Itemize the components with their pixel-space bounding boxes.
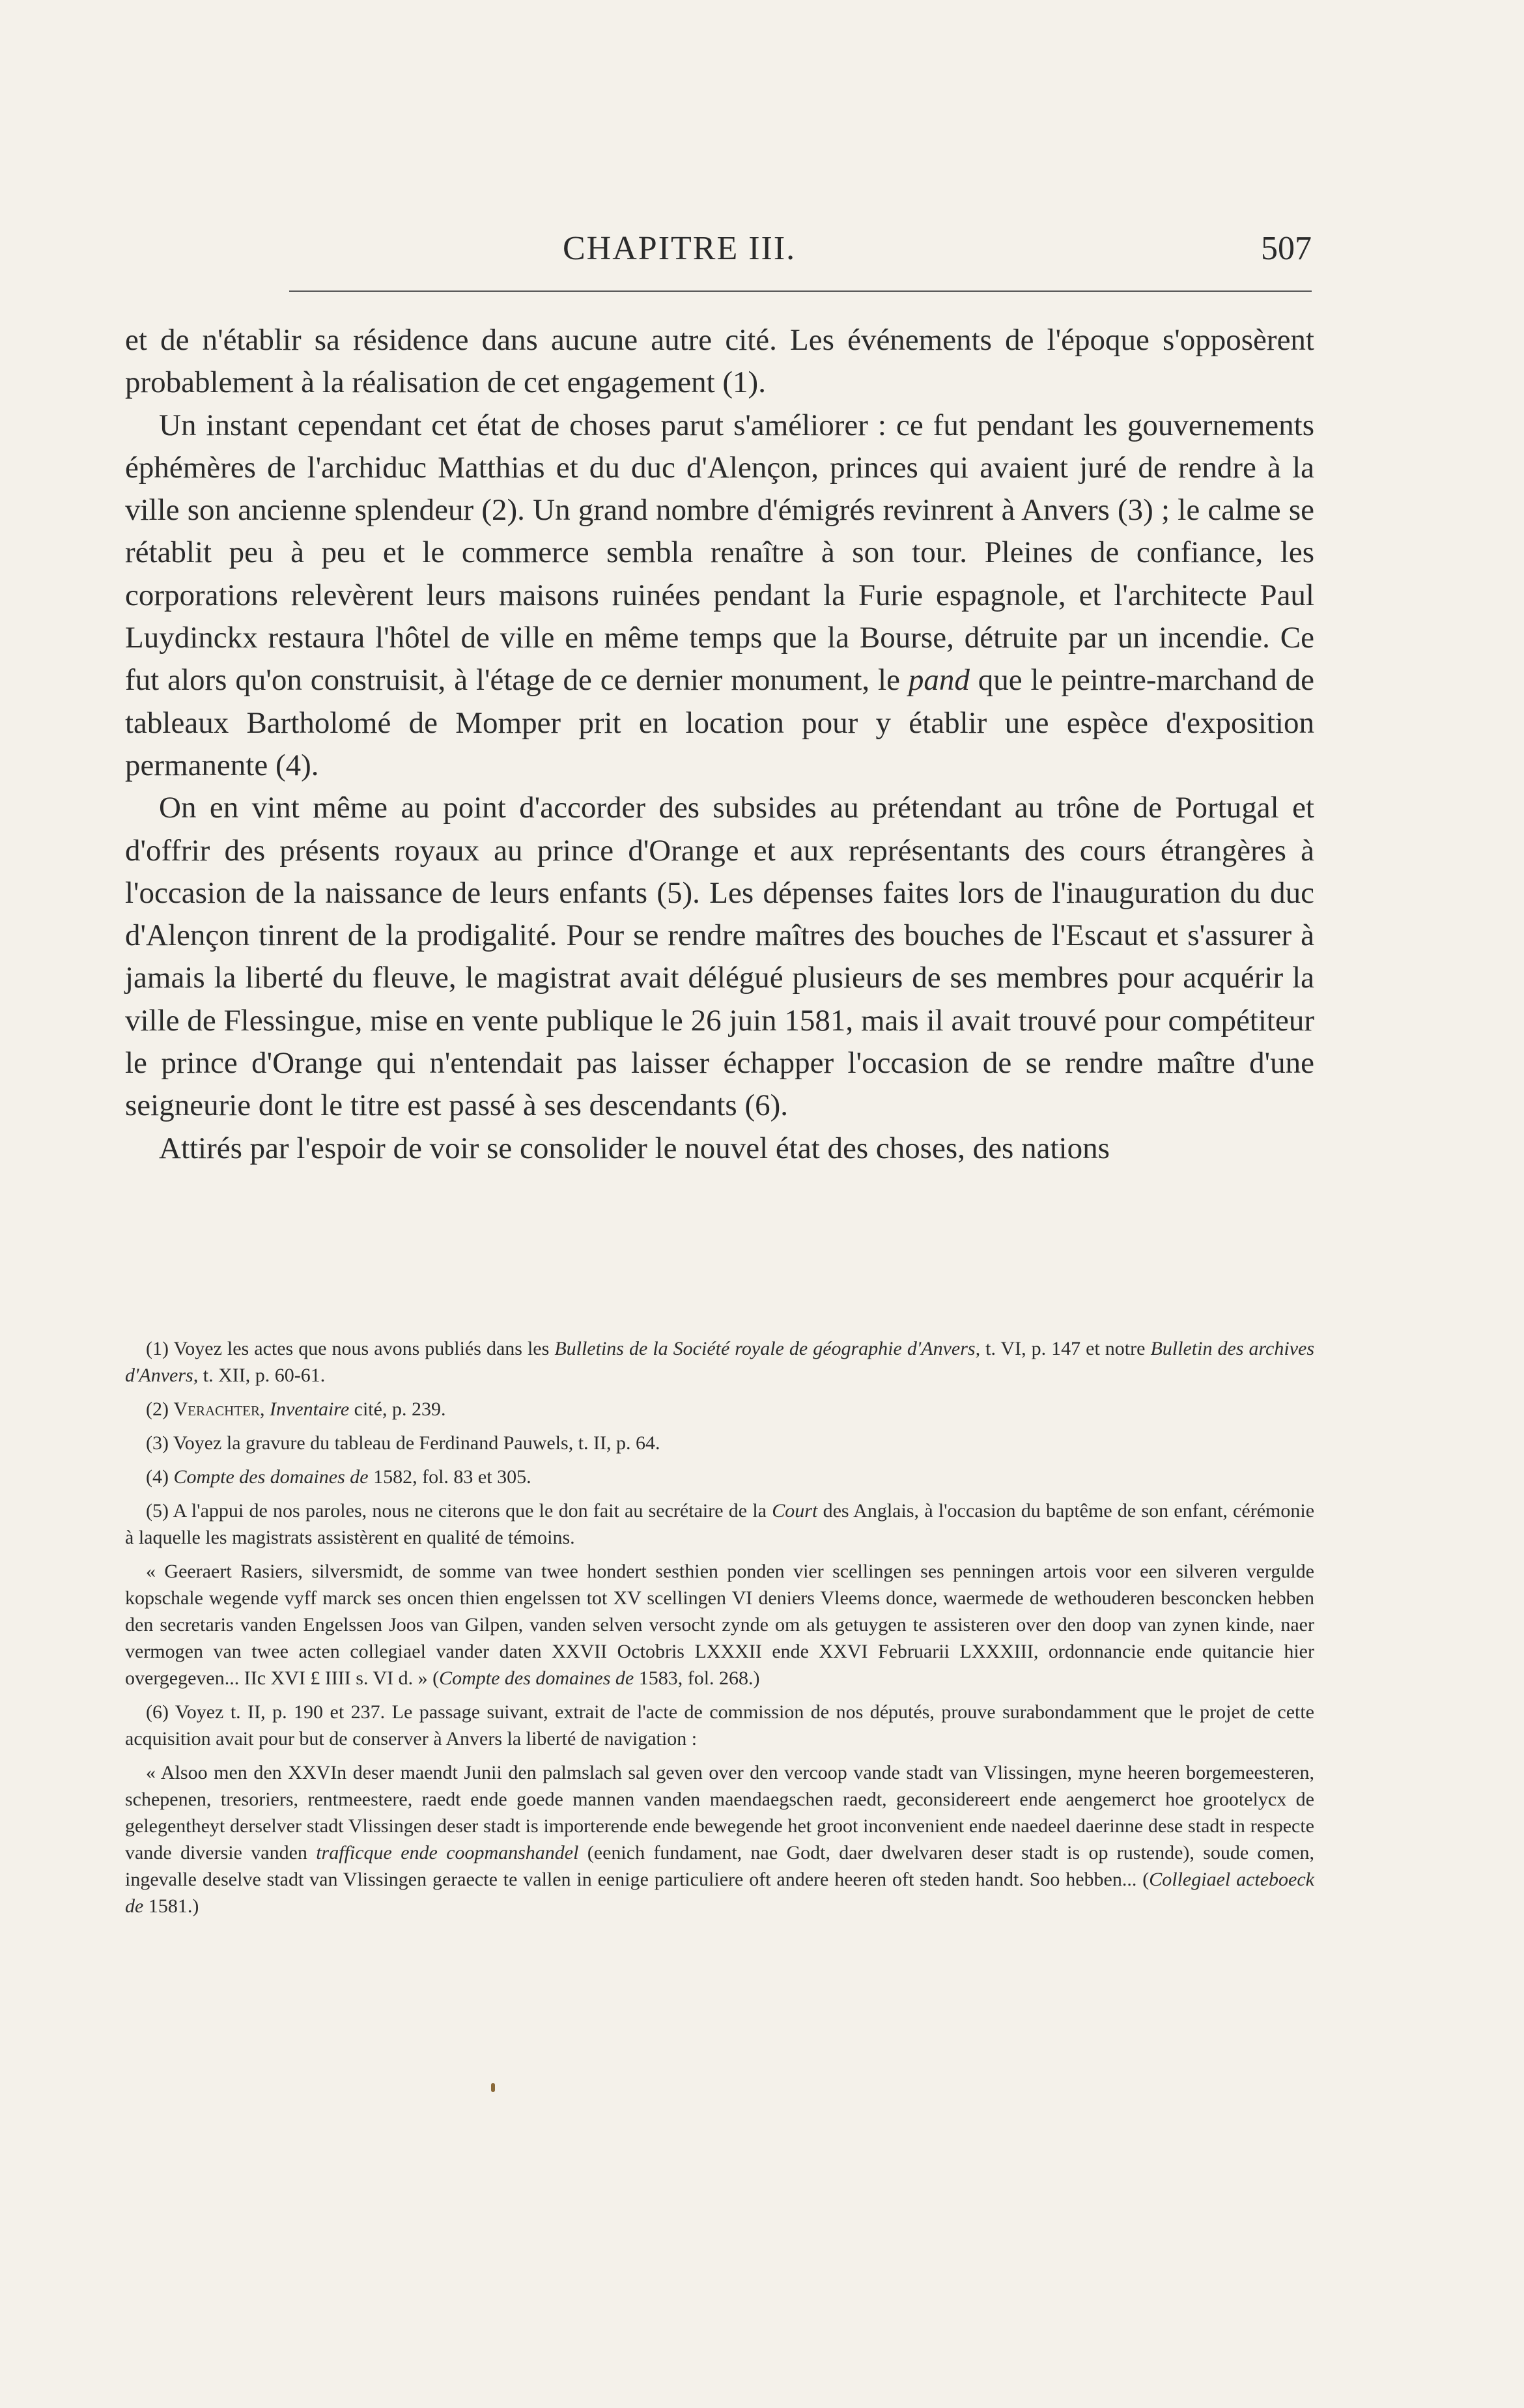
- quote-6-ref: 1581.): [148, 1895, 199, 1917]
- footnote-1-ref: t. VI, p. 147 et notre: [985, 1338, 1146, 1359]
- footnote-2-title: Inventaire: [269, 1398, 350, 1420]
- footnote-3: (3) Voyez la gravure du tableau de Ferdinand Pauwels, t. II, p. 64.: [146, 1432, 660, 1454]
- paragraph-2-text: Un instant cependant cet état de choses parut s'améliorer : ce fut pendant les gouvernements éphémères de l'archiduc Matthias et du duc d'Alençon, princes qui avaient juré de rendre à la ville son ancienne splendeur (2). Un grand nombre d'émigrés revinrent à Anvers (3) ; le calme se rétablit peu à peu et le commerce sembla renaître à son tour. Pleines de confiance, les corporations relevèrent leurs maisons ruinées pendant la Furie espagnole, et l'architecte Paul Luydinckx restaura l'hôtel de ville en même temps que la Bourse, détruite par un incendie. Ce fut alors qu'on construisit, à l'étage de ce dernier monument, le: [125, 408, 1314, 698]
- print-mark: [491, 2083, 495, 2092]
- quote-6-source: Collegiael acteboeck de: [125, 1869, 1314, 1917]
- footnote-2-ref: cité, p. 239.: [354, 1398, 446, 1420]
- header-rule: [289, 290, 1312, 292]
- footnote-5-quote: [125, 1558, 1314, 1692]
- footnote-2: [125, 1396, 1314, 1423]
- chapter-title: CHAPITRE III.: [563, 230, 797, 267]
- paragraph-2-end: que le peintre-marchand de tableaux Bartholomé de Momper prit en location pour y établir une espèce d'exposition permanente (4).: [125, 663, 1315, 782]
- footnote-4-ref: 1582, fol. 83 et 305.: [373, 1466, 531, 1488]
- running-header: [289, 229, 1312, 281]
- footnote-1-title: Bulletins de la Société royale de géographie d'Anvers,: [554, 1338, 981, 1359]
- footnote-5-text: (5) A l'appui de nos paroles, nous ne citerons que le don fait au secrétaire de la: [146, 1500, 767, 1522]
- footnote-2-author: Verachter,: [173, 1398, 265, 1420]
- footnote-1-text: (1) Voyez les actes que nous avons publiés dans les: [146, 1338, 550, 1359]
- paragraph-3: On en vint même au point d'accorder des subsides au prétendant au trône de Portugal et d'offrir des présents royaux au prince d'Orange et aux représentants des cours étrangères à l'occasion de la naissance de leurs enfants (5). Les dépenses faites lors de l'inauguration du duc d'Alençon tinrent de la prodigalité. Pour se rendre maîtres des bouches de l'Escaut et s'assurer à jamais la liberté du fleuve, le magistrat avait délégué plusieurs de ses membres pour acquérir la ville de Flessingue, mise en vente publique le 26 juin 1581, mais il avait trouvé pour compétiteur le prince d'Orange qui n'entendait pas laisser échapper l'occasion de se rendre maître d'une seigneurie dont le titre est passé à ses descendants (6).: [125, 791, 1314, 1123]
- quote-5-ref: 1583, fol. 268.): [638, 1667, 760, 1689]
- paragraph-1: et de n'établir sa résidence dans aucune autre cité. Les événements de l'époque s'opposèrent probablement à la réalisation de cet engagement (1).: [125, 323, 1314, 400]
- footnote-6: (6) Voyez t. II, p. 190 et 237. Le passage suivant, extrait de l'acte de commission de nos députés, prouve surabondamment que le projet de cette acquisition avait pour but de conserver à Anvers la liberté de navigation :: [125, 1701, 1314, 1749]
- footnote-4-title: Compte des domaines de: [173, 1466, 369, 1488]
- quote-6-text: « Alsoo men den XXVIn deser maendt Junii den palmslach sal geven over den vercoop vande stadt van Vlissingen, myne heeren borgemeesteren, schepenen, tresoriers, rentmeestere, raedt ende goede mannen vanden maendaegschen raedt, geconsidereert ende aengemerct hoe grootelycx de gelegentheyt derselver stadt Vlissingen deser stadt is importerende ende bewegende het groot inconvenient ende naedeel daerinne dese stadt in respecte vande diversie vanden: [125, 1762, 1314, 1863]
- footnote-1-ref-2: t. XII, p. 60-61.: [203, 1365, 326, 1386]
- quote-6-text-2: (eenich fundament, nae Godt, daer dwelvaren deser stadt is op rustende), soude comen, ingevalle deselve stadt van Vlissingen geraecte te vallen in eenige particuliere oft andere heeren oft steden handt. Soo hebben... (: [125, 1842, 1315, 1890]
- footnote-5-term: Court: [772, 1500, 818, 1522]
- main-text: [125, 319, 1314, 1170]
- footnote-4: [125, 1464, 1314, 1490]
- footnote-5-text-2: des Anglais, à l'occasion du baptême de son enfant, cérémonie à laquelle les magistrats assistèrent en qualité de témoins.: [125, 1500, 1315, 1548]
- quote-5-text: « Geeraert Rasiers, silversmidt, de somme van twee hondert sesthien ponden vier scellingen ses penningen artois voor een silveren vergulde kopschale wegende vyff marck ses oncen thien engelssen tot XV scellingen VI deniers Vleems donce, waermede de wethouderen besconcken hebben den secretaris vanden Engelssen Joos van Gilpen, vanden selven versocht zynde om als getuygen te assisteren over den doop van zynen kinde, naer vermogen van twee acten collegiael vander daten XXVII Octobris LXXXII ende XXVI Februarii LXXXIII, ordonnancie ende quitancie hier overgegeven... IIc XVI £ IIII s. VI d. » (: [125, 1561, 1314, 1689]
- footnote-6-quote: [125, 1759, 1314, 1919]
- footnote-5: [125, 1497, 1314, 1551]
- quote-6-term: trafficque ende coopmanshandel: [316, 1842, 579, 1863]
- footnotes: [125, 1335, 1314, 1927]
- paragraph-2: [125, 404, 1314, 787]
- footnote-2-num: (2): [146, 1398, 169, 1420]
- footnote-1-title-2: Bulletin des archives d'Anvers,: [125, 1338, 1315, 1386]
- paragraph-4: Attirés par l'espoir de voir se consolider le nouvel état des choses, des nations: [159, 1131, 1110, 1165]
- footnote-1: [125, 1335, 1314, 1389]
- page-number: 507: [1261, 230, 1312, 267]
- footnote-4-num: (4): [146, 1466, 169, 1488]
- pand-term: pand: [908, 663, 970, 698]
- quote-5-source: Compte des domaines de: [439, 1667, 634, 1689]
